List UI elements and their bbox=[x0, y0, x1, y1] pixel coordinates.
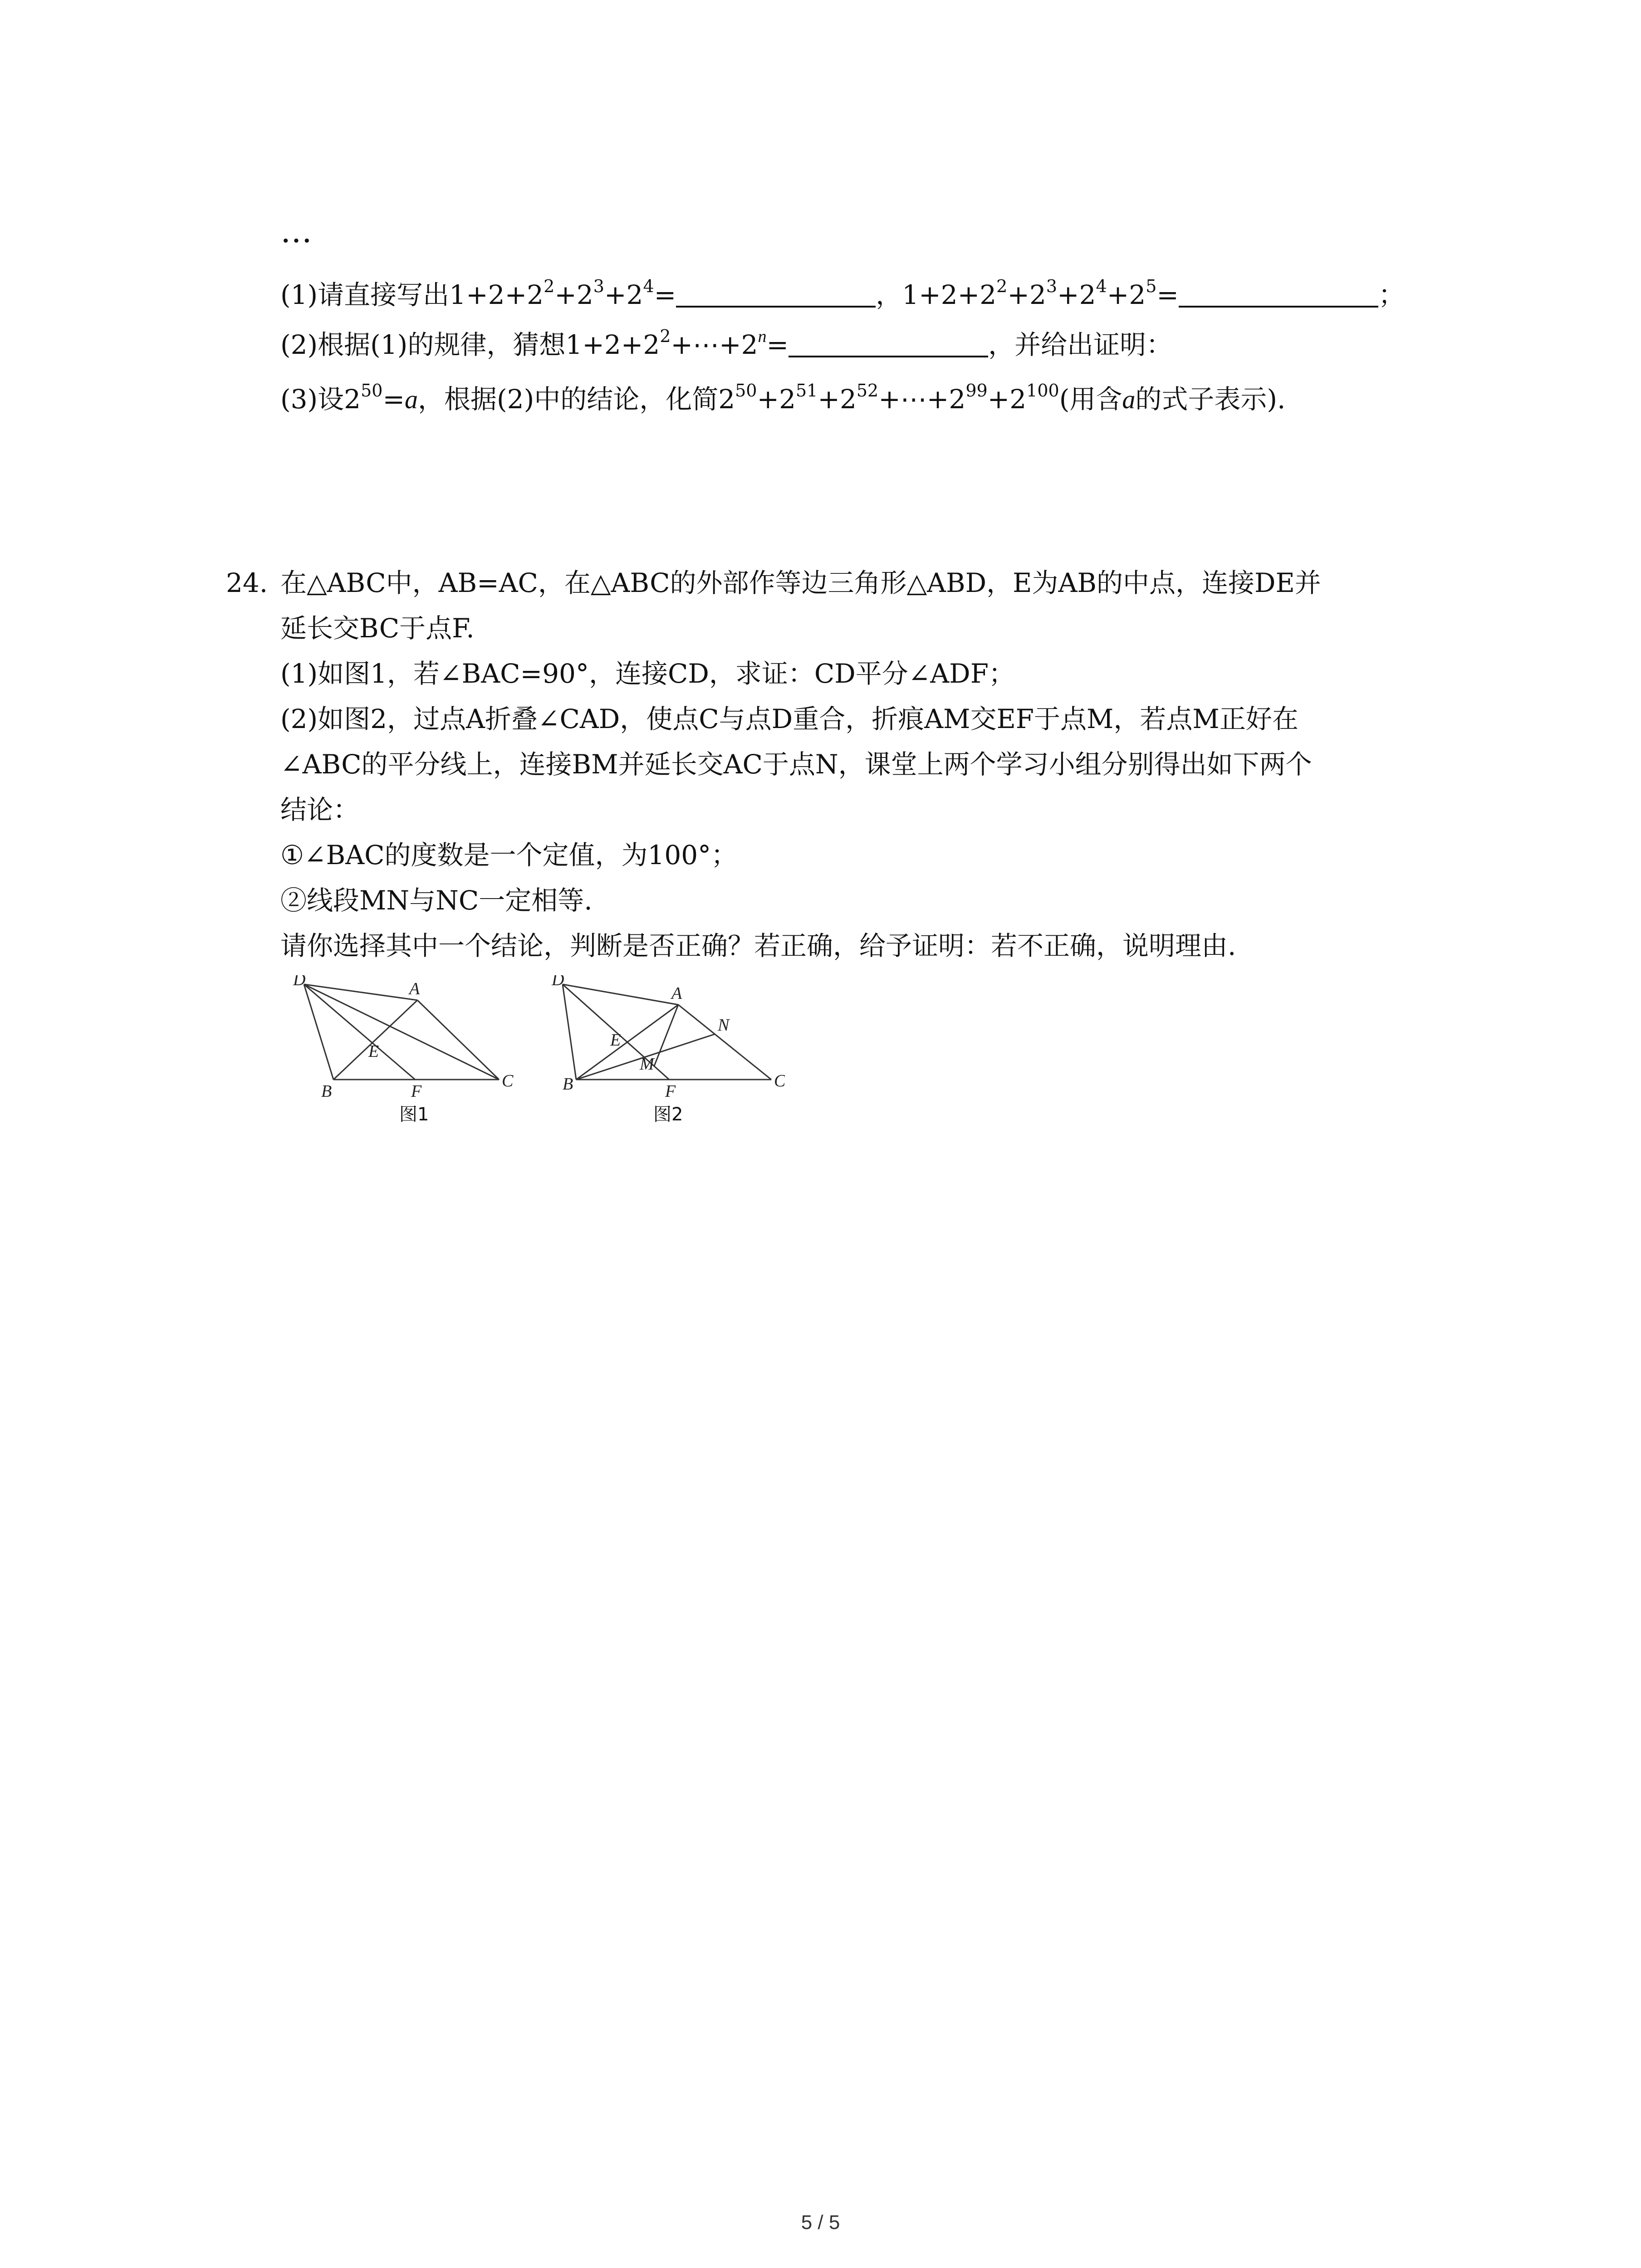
fig1-label-e: E bbox=[368, 1042, 379, 1061]
fig2-label-e: E bbox=[610, 1031, 621, 1050]
q24-part1: (1)如图1，若∠BAC=90°，连接CD，求证：CD平分∠ADF； bbox=[280, 658, 1015, 689]
q23-part2-tail: ，并给出证明： bbox=[988, 329, 1173, 360]
fig1-label-b: B bbox=[321, 1082, 332, 1098]
q24-part2-line2: ∠ABC的平分线上，连接BM并延长交AC于点N，课堂上两个学习小组分别得出如下两个 bbox=[280, 749, 1312, 780]
q23-part3-mid: ，根据(2)中的结论，化简 bbox=[418, 384, 719, 415]
q23-part1: (1)请直接写出$1+2+2^2+2^3+2^4=$ ，$1+2+2^2+2^3+2^4+2^5=$ ； bbox=[280, 276, 1405, 310]
fig2-label-a: A bbox=[671, 984, 682, 1003]
page-number: 5 / 5 bbox=[801, 2211, 840, 2234]
q24-number: 24. bbox=[226, 567, 268, 598]
q23-part3-tail-post: 的式子表示). bbox=[1135, 384, 1286, 415]
q23-part3: (3)设$2^{50}=a$，根据(2)中的结论，化简$2^{50}+2^{51}+2^{52}+\cdots+2^{99}+2^{100}$(用含a的式子表示). bbox=[280, 380, 1286, 415]
figure-2-caption: 图2 bbox=[653, 1104, 683, 1125]
answer-blank-1[interactable] bbox=[676, 279, 876, 308]
fig2-label-n: N bbox=[718, 1016, 730, 1035]
fig2-label-b: B bbox=[563, 1075, 573, 1094]
fig1-label-f: F bbox=[411, 1082, 422, 1098]
q23-part3-tail-pre: (用含 bbox=[1059, 384, 1122, 415]
figure-1-caption: 图1 bbox=[399, 1104, 429, 1125]
q24-stem-line1: 在△ABC中，AB=AC，在△ABC的外部作等边三角形△ABD，E为AB的中点，连接DE并 bbox=[280, 567, 1321, 598]
answer-blank-2[interactable] bbox=[1179, 279, 1378, 308]
q24-part2-line3: 结论： bbox=[280, 794, 360, 825]
q24-stem-line2: 延长交BC于点F. bbox=[280, 613, 475, 644]
figure-2 bbox=[549, 975, 785, 1100]
fig2-label-f: F bbox=[665, 1082, 676, 1098]
q24-conclusion2: ②线段MN与NC一定相等. bbox=[280, 885, 593, 916]
q24-conclusion1: ①∠BAC的度数是一个定值，为100°； bbox=[280, 840, 738, 870]
q24-instruction: 请你选择其中一个结论，判断是否正确？若正确，给予证明：若不正确，说明理由. bbox=[280, 930, 1236, 961]
q23-part2: (2)根据(1)的规律，猜想$1+2+2^2+\cdots+2^n=$ ，并给出证明： bbox=[280, 326, 1173, 360]
fig2-label-d: D bbox=[552, 975, 564, 989]
q24-part2-line1: (2)如图2，过点A折叠∠CAD，使点C与点D重合，折痕AM交EF于点M，若点M正好在 bbox=[280, 704, 1298, 734]
q23-part2-label: (2)根据(1)的规律，猜想 bbox=[280, 329, 566, 360]
line-end: ； bbox=[1378, 279, 1405, 310]
answer-blank-3[interactable] bbox=[789, 329, 988, 357]
ellipsis: … bbox=[280, 213, 312, 250]
fig1-label-c: C bbox=[502, 1071, 514, 1090]
figure-2-diagram bbox=[549, 975, 785, 1098]
fig2-label-c: C bbox=[774, 1071, 785, 1090]
fig2-label-m: M bbox=[640, 1055, 654, 1074]
fig1-label-a: A bbox=[409, 979, 420, 998]
figure-1-diagram bbox=[290, 975, 517, 1098]
figure-1 bbox=[290, 975, 517, 1100]
q23-part1-label: (1)请直接写出 bbox=[280, 279, 450, 310]
q23-part3-label: (3)设 bbox=[280, 384, 344, 415]
fig1-label-d: D bbox=[293, 975, 306, 989]
separator: ， bbox=[876, 279, 902, 310]
